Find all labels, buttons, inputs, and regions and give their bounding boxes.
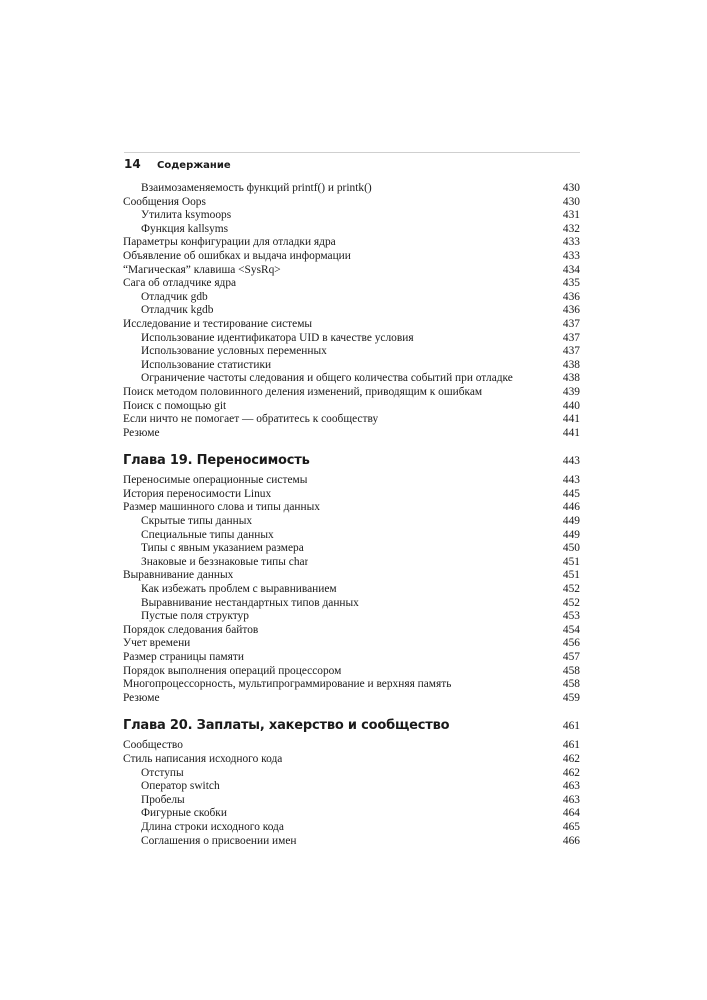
toc-entry xyxy=(123,665,580,679)
toc-entry-title: Резюме xyxy=(123,426,160,439)
toc-entry xyxy=(123,678,580,692)
toc-page-number: 449 xyxy=(562,515,580,528)
toc-entry-title: Отладчик gdb xyxy=(141,290,208,303)
toc-entry-title: Стиль написания исходного кода xyxy=(123,752,283,765)
table-of-contents xyxy=(123,182,580,848)
toc-page-number: 431 xyxy=(562,209,580,222)
toc-page-number: 454 xyxy=(562,623,580,636)
toc-entry-title: Оператор switch xyxy=(141,780,220,793)
toc-entry xyxy=(123,236,580,250)
toc-entry-title: Пробелы xyxy=(141,793,185,806)
toc-page-number: 462 xyxy=(562,766,580,779)
toc-page-number: 438 xyxy=(562,372,580,385)
toc-entry xyxy=(123,692,580,706)
toc-entry-title: Порядок следования байтов xyxy=(123,623,259,636)
toc-page-number: 452 xyxy=(562,596,580,609)
toc-entry-title: Использование статистики xyxy=(141,358,272,371)
toc-page-number: 437 xyxy=(562,345,580,358)
toc-page-number: 463 xyxy=(562,793,580,806)
toc-entry-title: Многопроцессорность, мультипрограммирование и верхняя память xyxy=(123,678,452,691)
toc-entry-title: Объявление об ошибках и выдача информации xyxy=(123,249,351,262)
toc-page-number: 437 xyxy=(562,331,580,344)
toc-page-number: 436 xyxy=(562,290,580,303)
toc-subentry xyxy=(123,821,580,835)
toc-entry-title: Отладчик kgdb xyxy=(141,304,214,317)
toc-page-number: 456 xyxy=(562,637,580,650)
toc-subentry xyxy=(123,304,580,318)
page-number: 14 xyxy=(124,157,141,171)
toc-page-number: 453 xyxy=(562,610,580,623)
toc-entry-title: Использование идентификатора UID в качестве условия xyxy=(141,331,414,344)
toc-entry-title: Выравнивание данных xyxy=(123,569,234,582)
toc-subentry xyxy=(123,610,580,624)
toc-entry-title: Длина строки исходного кода xyxy=(141,820,284,833)
toc-subentry xyxy=(123,835,580,849)
toc-entry-title: Резюме xyxy=(123,691,160,704)
running-header xyxy=(124,157,231,173)
toc-entry xyxy=(123,413,580,427)
toc-entry xyxy=(123,753,580,767)
toc-entry xyxy=(123,474,580,488)
toc-subentry xyxy=(123,182,580,196)
toc-entry-title: Глава 19. Переносимость xyxy=(123,453,310,469)
toc-entry-title: Поиск с помощью git xyxy=(123,399,227,412)
toc-page-number: 437 xyxy=(562,317,580,330)
toc-page-number: 441 xyxy=(562,426,580,439)
toc-subentry xyxy=(123,780,580,794)
toc-subentry xyxy=(123,597,580,611)
toc-entry-title: Учет времени xyxy=(123,637,191,650)
toc-page-number: 457 xyxy=(562,651,580,663)
toc-entry-title: Сага об отладчике ядра xyxy=(123,277,237,290)
toc-subentry xyxy=(123,291,580,305)
toc-subentry xyxy=(123,556,580,570)
toc-page-number: 443 xyxy=(562,474,580,487)
toc-entry xyxy=(123,250,580,264)
toc-entry-title: Выравнивание нестандартных типов данных xyxy=(141,596,359,609)
toc-entry-title: Утилита ksymoops xyxy=(141,209,232,222)
toc-entry-title: Отступы xyxy=(141,766,184,779)
toc-page-number: 441 xyxy=(562,413,580,426)
toc-entry-title: Исследование и тестирование системы xyxy=(123,317,313,330)
toc-entry-title: Использование условных переменных xyxy=(141,345,327,358)
toc-entry-title: Пустые поля структур xyxy=(141,610,249,623)
toc-page-number: 461 xyxy=(562,720,580,733)
toc-entry-title: Соглашения о присвоении имен xyxy=(141,834,297,847)
running-title: Содержание xyxy=(157,160,231,171)
toc-subentry xyxy=(123,529,580,543)
toc-subentry xyxy=(123,807,580,821)
toc-subentry xyxy=(123,345,580,359)
toc-entry-title: Размер страницы памяти xyxy=(123,651,244,663)
toc-page-number: 445 xyxy=(562,487,580,500)
toc-entry-title: Если ничто не помогает — обратитесь к сообществу xyxy=(123,413,379,426)
toc-entry-title: Как избежать проблем с выравниванием xyxy=(141,583,337,596)
toc-entry xyxy=(123,400,580,414)
toc-page-number: 440 xyxy=(562,399,580,412)
toc-page-number: 452 xyxy=(562,583,580,596)
toc-page-number: 433 xyxy=(562,236,580,249)
toc-chapter-heading xyxy=(123,451,580,471)
toc-entry-title: Глава 20. Заплаты, хакерство и сообщество xyxy=(123,718,450,734)
header-rule xyxy=(124,152,580,153)
toc-entry-title: История переносимости Linux xyxy=(123,487,272,500)
toc-page-number: 462 xyxy=(562,752,580,765)
toc-page-number: 430 xyxy=(562,195,580,208)
toc-page-number: 430 xyxy=(562,182,580,194)
toc-subentry xyxy=(123,515,580,529)
toc-entry xyxy=(123,569,580,583)
toc-entry-title: Скрытые типы данных xyxy=(141,515,253,528)
toc-entry xyxy=(123,427,580,441)
toc-page-number: 443 xyxy=(562,455,580,468)
toc-subentry xyxy=(123,332,580,346)
toc-entry-title: Ограничение частоты следования и общего количества событий при отладке xyxy=(141,372,513,385)
toc-page-number: 449 xyxy=(562,528,580,541)
toc-entry-title: Размер машинного слова и типы данных xyxy=(123,501,320,514)
toc-page-number: 433 xyxy=(562,249,580,262)
toc-entry xyxy=(123,386,580,400)
toc-entry-title: Порядок выполнения операций процессором xyxy=(123,664,342,677)
toc-entry xyxy=(123,264,580,278)
toc-entry xyxy=(123,651,580,665)
toc-page-number: 451 xyxy=(562,555,580,568)
toc-page-number: 459 xyxy=(562,691,580,704)
toc-page-number: 434 xyxy=(562,263,580,276)
toc-entry xyxy=(123,318,580,332)
toc-entry-title: Знаковые и беззнаковые типы char xyxy=(141,555,309,568)
toc-entry-title: Фигурные скобки xyxy=(141,807,227,820)
toc-entry-title: Параметры конфигурации для отладки ядра xyxy=(123,236,336,249)
toc-page-number: 461 xyxy=(562,739,580,752)
toc-page-number: 458 xyxy=(562,678,580,691)
toc-page-number: 435 xyxy=(562,277,580,290)
toc-entry xyxy=(123,624,580,638)
toc-subentry xyxy=(123,209,580,223)
toc-entry xyxy=(123,501,580,515)
toc-entry xyxy=(123,488,580,502)
toc-entry xyxy=(123,196,580,210)
toc-entry-title: Функция kallsyms xyxy=(141,222,229,235)
toc-entry xyxy=(123,739,580,753)
toc-subentry xyxy=(123,767,580,781)
toc-entry-title: Взаимозаменяемость функций printf() и printk() xyxy=(141,182,372,194)
toc-chapter-heading xyxy=(123,716,580,736)
toc-entry xyxy=(123,637,580,651)
toc-page-number: 451 xyxy=(562,569,580,582)
toc-page-number: 438 xyxy=(562,358,580,371)
toc-page-number: 458 xyxy=(562,664,580,677)
toc-page-number: 465 xyxy=(562,820,580,833)
toc-entry-title: Типы с явным указанием размера xyxy=(141,542,304,555)
toc-page-number: 436 xyxy=(562,304,580,317)
toc-page-number: 432 xyxy=(562,222,580,235)
toc-entry-title: Сообщения Oops xyxy=(123,195,206,208)
toc-subentry xyxy=(123,794,580,808)
toc-page-number: 450 xyxy=(562,542,580,555)
toc-entry-title: “Магическая” клавиша <SysRq> xyxy=(123,263,281,276)
toc-subentry xyxy=(123,372,580,386)
toc-page-number: 463 xyxy=(562,780,580,793)
toc-entry xyxy=(123,277,580,291)
toc-entry-title: Сообщество xyxy=(123,739,183,752)
toc-subentry xyxy=(123,223,580,237)
toc-entry-title: Переносимые операционные системы xyxy=(123,474,308,487)
toc-subentry xyxy=(123,542,580,556)
toc-entry-title: Специальные типы данных xyxy=(141,528,274,541)
toc-page-number: 446 xyxy=(562,501,580,514)
toc-subentry xyxy=(123,359,580,373)
toc-page-number: 466 xyxy=(562,834,580,847)
toc-subentry xyxy=(123,583,580,597)
toc-page-number: 439 xyxy=(562,385,580,398)
toc-entry-title: Поиск методом половинного деления изменений, приводящим к ошибкам xyxy=(123,385,483,398)
toc-page-number: 464 xyxy=(562,807,580,820)
